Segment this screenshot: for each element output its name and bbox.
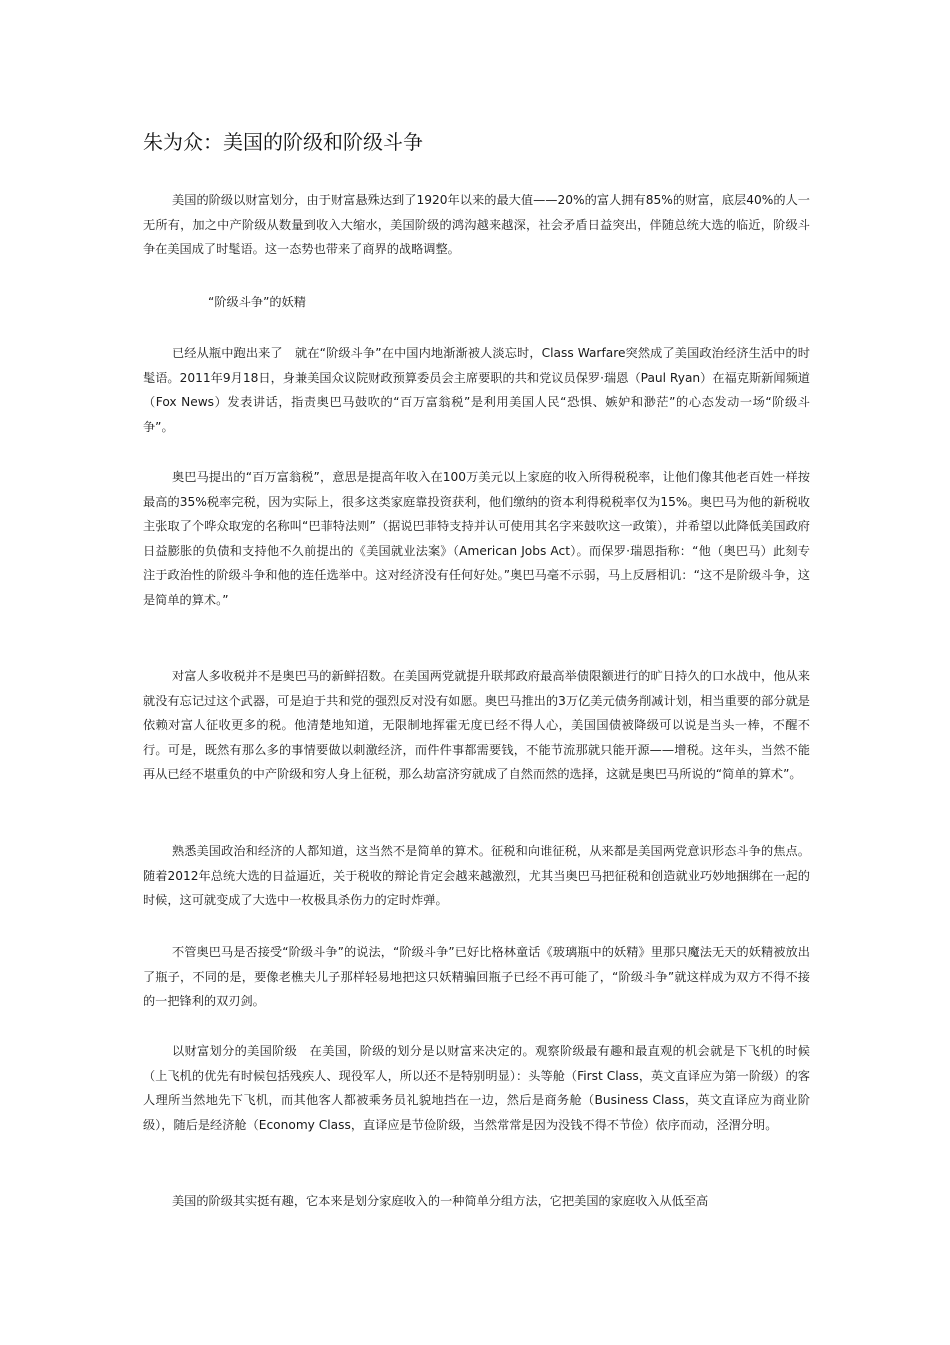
paragraph-not-simple-arithmetic: 熟悉美国政治和经济的人都知道，这当然不是简单的算术。征税和向谁征税，从来都是美国两党意识形态斗争的焦点。随着2012年总统大选的日益逼近，关于税收的辩论肯定会越来越激烈，尤其当奥巴马把征税和创造就业巧妙地捆绑在一起的时候，这可就变成了大选中一枚极具杀伤力的定时炸弹。 <box>143 844 810 907</box>
paragraph-income-groups: 美国的阶级其实挺有趣，它本来是划分家庭收入的一种简单分组方法，它把美国的家庭收入从低至高 <box>172 1194 709 1208</box>
paragraph-wealth-classes: 以财富划分的美国阶级 在美国，阶级的划分是以财富来决定的。观察阶级最有趣和最直观的机会就是下飞机的时候（上飞机的优先有时候包括残疾人、现役军人，所以还不是特别明显）：头等舱（First Class，英文直译应为第一阶级）的客人理所当然地先下飞机，而其他客人都被乘务员礼貌地挡在一边，然后是商务舱（Business Class，英文直译应为商业阶级），随后是经济舱（Economy Class，直译应是节俭阶级，当然常常是因为没钱不得不节俭）依序而动，泾渭分明。 <box>143 1044 810 1132</box>
article-title: 朱为众：美国的阶级和阶级斗争 <box>143 130 423 154</box>
paragraph-class-warfare: 已经从瓶中跑出来了 就在“阶级斗争”在中国内地渐渐被人淡忘时，Class Warfare突然成了美国政治经济生活中的时髦语。2011年9月18日，身兼美国众议院财政预算委员会主席要职的共和党议员保罗·瑞恩（Paul Ryan）在福克斯新闻频道（Fox News）发表讲话，指责奥巴马鼓吹的“百万富翁税”是利用美国人民“恐惧、嫉妒和渺茫”的心态发动一场“阶级斗争”。 <box>143 346 810 434</box>
paragraph-taxing-the-rich: 对富人多收税并不是奥巴马的新鲜招数。在美国两党就提升联邦政府最高举债限额进行的旷日持久的口水战中，他从来就没有忘记过这个武器，可是迫于共和党的强烈反对没有如愿。奥巴马推出的3万亿美元债务削减计划，相当重要的部分就是依赖对富人征收更多的税。他清楚地知道，无限制地挥霍无度已经不得人心，美国国债被降级可以说是当头一棒，不醒不行。可是，既然有那么多的事情要做以刺激经济，而件件事都需要钱，不能节流那就只能开源——增税。这年头，当然不能再从已经不堪重负的中产阶级和穷人身上征税，那么劫富济穷就成了自然而然的选择，这就是奥巴马所说的“简单的算术”。 <box>143 669 810 781</box>
paragraph-double-edged-sword: 不管奥巴马是否接受“阶级斗争”的说法，“阶级斗争”已好比格林童话《玻璃瓶中的妖精》里那只魔法无天的妖精被放出了瓶子，不同的是，要像老樵夫儿子那样轻易地把这只妖精骗回瓶子已经不再可能了，“阶级斗争”就这样成为双方不得不接的一把锋利的双刃剑。 <box>143 945 810 1008</box>
paragraph-millionaire-tax: 奥巴马提出的“百万富翁税”，意思是提高年收入在100万美元以上家庭的收入所得税税率，让他们像其他老百姓一样按最高的35%税率完税，因为实际上，很多这类家庭靠投资获利，他们缴纳的资本利得税税率仅为15%。奥巴马为他的新税收主张取了个哗众取宠的名称叫“巴菲特法则”（据说巴菲特支持并认可使用其名字来鼓吹这一政策），并希望以此降低美国政府日益膨胀的负债和支持他不久前提出的《美国就业法案》（American Jobs Act）。而保罗·瑞恩指称：“他（奥巴马）此刻专注于政治性的阶级斗争和他的连任选举中。这对经济没有任何好处。”奥巴马毫不示弱，马上反唇相讥：“这不是阶级斗争，这是简单的算术。” <box>143 470 810 607</box>
paragraph-intro: 美国的阶级以财富划分，由于财富悬殊达到了1920年以来的最大值——20%的富人拥有85%的财富，底层40%的人一无所有，加之中产阶级从数量到收入大缩水，美国阶级的鸿沟越来越深，社会矛盾日益突出，伴随总统大选的临近，阶级斗争在美国成了时髦语。这一态势也带来了商界的战略调整。 <box>143 193 810 256</box>
section-heading-class-struggle-genie: “阶级斗争”的妖精 <box>208 295 306 309</box>
